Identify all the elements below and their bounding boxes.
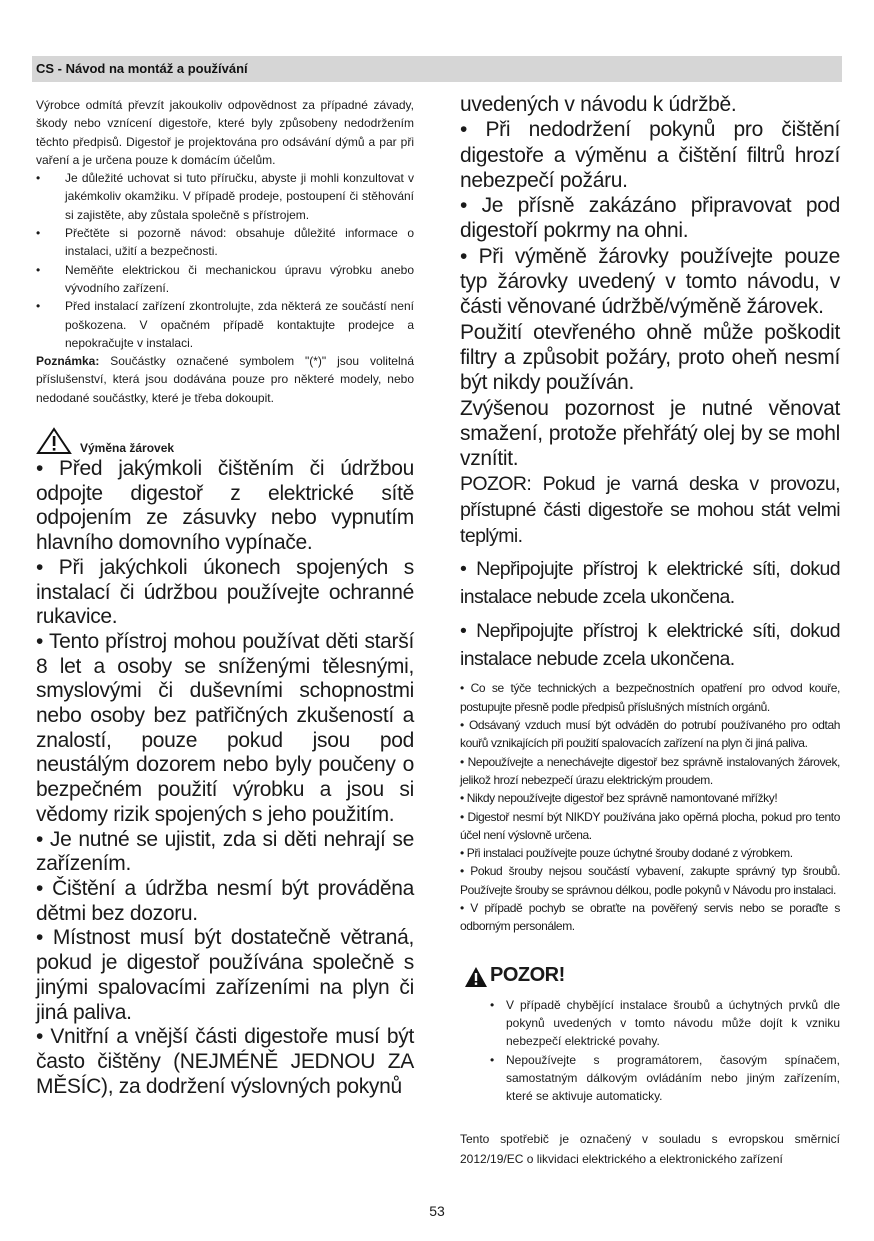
big-paragraph: • Místnost musí být dostatečně větraná, pokud je digestoř používána společně s jinými spalovacími zařízeními na plyn či jiná paliva. (36, 926, 414, 1024)
small-paragraph: • Při instalaci používejte pouze úchytné šrouby dodané z výrobkem. (460, 846, 793, 861)
big-paragraph: • Vnitřní a vnější části digestoře musí být často čištěny (NEJMÉNĚ JEDNOU ZA MĚSÍC), za dodržení výslovných pokynů (36, 1025, 414, 1098)
big-paragraph: • Čištění a údržba nesmí být prováděna dětmi bez dozoru. (36, 877, 414, 925)
bullet-icon: • (36, 226, 41, 241)
warning-icon (36, 427, 72, 455)
big-paragraph: Použití otevřeného ohně může poškodit filtry a způsobit požáry, proto oheň nesmí být nikdy používán. (460, 320, 840, 395)
big-paragraph: • Při nedodržení pokynů pro čištění digestoře a výměnu a čištění filtrů hrozí nebezpečí požáru. (460, 118, 840, 192)
big-paragraph: • Před jakýmkoli čištěním či údržbou odpojte digestoř z elektrické sítě odpojením ze zásuvky nebo vypnutím hlavního domovního vypínače. (36, 457, 414, 555)
big-paragraph: uvedených v návodu k údržbě. (460, 93, 737, 116)
list-item: • V případě chybějící instalace šroubů a úchytných prvků dle pokynů uvedených v tomto návodu může dojít k vzniku nebezpečí elektrické povahy. (490, 997, 840, 1049)
list-item: • Přečtěte si pozorně návod: obsahuje důležité informace o instalaci, užití a bezpečnosti. (36, 226, 414, 259)
list-item: • Před instalací zařízení zkontrolujte, zda některá ze součástí není poškozena. V opačném případě kontaktujte prodejce a nepokračujte v instalaci. (36, 299, 414, 350)
intro-paragraph: Výrobce odmítá převzít jakoukoliv odpovědnost za případné závady, škody nebo vznícení digestoře, které byly způsobeny nedodržením těchto předpisů. Digestoř je projektována pro odsávání dýmů a par při vaření a je určena pouze k domácím účelům. (36, 98, 414, 167)
list-item: • Je důležité uchovat si tuto příručku, abyste ji mohli konzultovat v jakémkoliv okamžiku. V případě prodeje, postoupení či stěhování si zajistěte, aby zůstala společně s přístrojem. (36, 171, 414, 222)
big-paragraph: • Je přísně zakázáno připravovat pod digestoří pokrmy na ohni. (460, 194, 840, 243)
note-label: Poznámka: (36, 354, 100, 369)
bullet-icon: • (36, 299, 41, 314)
bullet-icon: • (36, 262, 41, 277)
bullet-icon: • (490, 997, 495, 1012)
small-paragraph: • Co se týče technických a bezpečnostních opatření pro odvod kouře, postupujte přesně podle předpisů příslušných místních orgánů. (460, 681, 840, 714)
note-text: Součástky označené symbolem "(*)" jsou volitelná příslušenství, která jsou dodávána pouze pro některé modely, nebo nedodané součástky, které je třeba dokoupit. (36, 354, 414, 405)
page-header: CS - Návod na montáž a používání (32, 56, 842, 82)
big-paragraph: • Tento přístroj mohou používat děti starší 8 let a osoby se sníženými tělesnými, smyslovými či duševními schopnostmi nebo osoby bez patřičných zkušeností a znalostí, pouze pokud jsou pod neustálým dozorem nebo byly poučeny o bezpečném použití výrobku a jsou si vědomy rizik spojených s jeho použitím. (36, 629, 414, 826)
medium-paragraph: • Nepřipojujte přístroj k elektrické síti, dokud instalace nebude zcela ukončena. (460, 558, 840, 609)
pozor-heading (460, 964, 840, 992)
small-paragraph: • Odsávaný vzduch musí být odváděn do potrubí používaného pro odtah kouřů vznikajících při použití spalovacích zařízení na plyn či jiná paliva. (460, 718, 840, 751)
big-paragraph: • Je nutné se ujistit, zda si děti nehrají se zařízením. (36, 827, 414, 876)
pozor-bullet-list (460, 996, 840, 1106)
bullet-icon: • (36, 171, 41, 186)
section-heading-text: Výměna žárovek (80, 441, 175, 456)
note-paragraph (36, 352, 414, 407)
small-paragraph: • V případě pochyb se obraťte na pověřený servis nebo se poraďte s odborným personálem. (460, 901, 840, 934)
small-paragraph: • Nepoužívejte a nenechávejte digestoř bez správně instalovaných žárovek, jelikož hrozí nebezpečí úrazu elektrickým proudem. (460, 754, 840, 787)
big-paragraph: Zvýšenou pozornost je nutné věnovat smažení, protože přehřátý olej by se mohl vznítit. (460, 396, 840, 471)
medium-paragraph: • Nepřipojujte přístroj k elektrické síti, dokud instalace nebude zcela ukončena. (460, 620, 840, 671)
list-item: • Nepoužívejte s programátorem, časovým spínačem, samostatným dálkovým ovládáním nebo jiným zařízením, které se aktivuje automaticky. (490, 1052, 840, 1104)
big-paragraph: • Při jakýchkoli úkonech spojených s instalací či údržbou používejte ochranné rukavice. (36, 555, 414, 629)
small-paragraph: • Pokud šrouby nejsou součástí vybavení, zakupte správný typ šroubů. Používejte šrouby se správnou délkou, podle pokynů v Návodu pro instalaci. (460, 864, 840, 897)
warning-icon (464, 966, 488, 988)
list-item: • Neměňte elektrickou či mechanickou úpravu výrobku anebo vývodního zařízení. (36, 262, 414, 295)
big-paragraph: • Při výměně žárovky používejte pouze typ žárovky uvedený v tomto návodu, v části věnované údržbě/výměně žárovek. (460, 244, 840, 319)
medium-paragraph: POZOR: Pokud je varná deska v provozu, přístupné části digestoře se mohou stát velmi teplými. (460, 473, 840, 548)
right-column (460, 92, 840, 1181)
left-column (36, 96, 414, 1099)
section-heading (36, 427, 414, 457)
small-paragraph: • Digestoř nesmí být NIKDY používána jako opěrná plocha, pokud pro tento účel není výslovně určena. (460, 809, 840, 842)
page-number: 53 (429, 1203, 445, 1219)
safety-bullet-list (36, 169, 414, 352)
bullet-icon: • (490, 1052, 495, 1067)
small-paragraph: • Nikdy nepoužívejte digestoř bez správně namontované mřížky! (460, 791, 778, 806)
pozor-heading-text: POZOR! (490, 963, 565, 986)
closing-paragraph: Tento spotřebič je označený v souladu s evropskou směrnicí 2012/19/EC o likvidaci elektrického a elektronického zařízení (460, 1132, 840, 1167)
